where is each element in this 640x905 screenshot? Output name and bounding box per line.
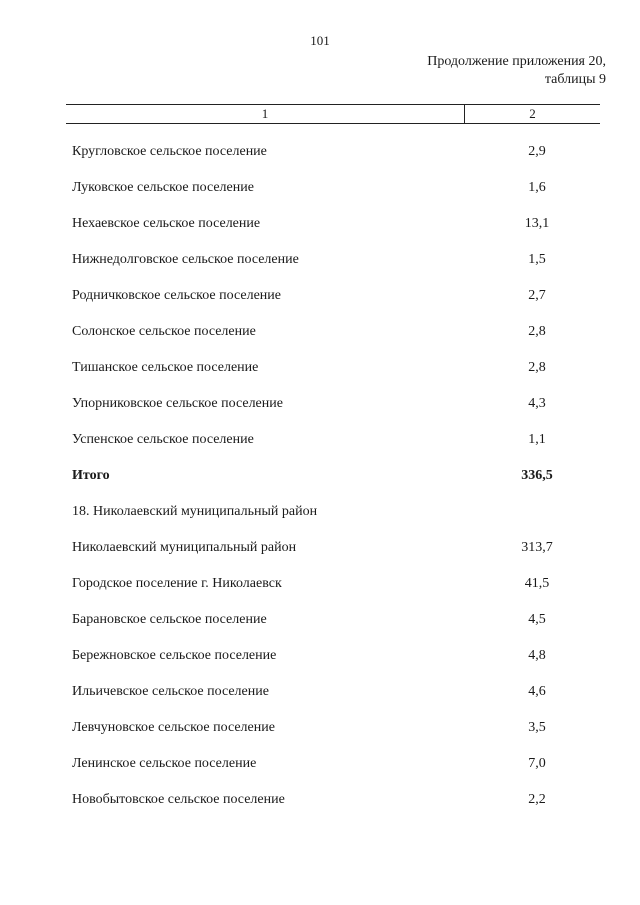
appendix-note-line-1: Продолжение приложения 20, [427, 54, 606, 69]
column-header-1: 1 [66, 105, 465, 123]
row-value: 1,1 [528, 432, 546, 447]
row-value: 4,3 [528, 396, 546, 411]
table-row [72, 602, 582, 638]
total-label: Итого [72, 468, 110, 483]
table-row [72, 638, 582, 674]
table-body [72, 134, 582, 818]
row-value: 2,9 [528, 144, 546, 159]
row-value: 41,5 [524, 576, 550, 591]
row-value: 4,8 [528, 648, 546, 663]
section-heading-row [72, 494, 582, 530]
row-name: Тишанское сельское поселение [72, 360, 259, 375]
section-heading: 18. Николаевский муниципальный район [72, 504, 318, 519]
table-row [72, 134, 582, 170]
table-row [72, 422, 582, 458]
row-name: Барановское сельское поселение [72, 612, 267, 627]
total-value: 336,5 [521, 468, 553, 483]
row-name: Бережновское сельское поселение [72, 648, 277, 663]
row-name: Упорниковское сельское поселение [72, 396, 283, 411]
row-name: Ильичевское сельское поселение [72, 684, 269, 699]
table-row [72, 242, 582, 278]
column-header-2: 2 [529, 106, 536, 121]
table-row [72, 350, 582, 386]
row-value: 7,0 [528, 756, 546, 771]
table-row [72, 386, 582, 422]
row-name: Луковское сельское поселение [72, 180, 254, 195]
table-row [72, 782, 582, 818]
page-number: 101 [310, 33, 330, 48]
row-value: 2,7 [528, 288, 546, 303]
row-value: 2,8 [528, 360, 546, 375]
row-value: 2,2 [528, 792, 546, 807]
total-row [72, 458, 582, 494]
appendix-note-line-2: таблицы 9 [544, 72, 606, 87]
table-row [72, 206, 582, 242]
table-header [66, 104, 600, 124]
row-name: Солонское сельское поселение [72, 324, 256, 339]
row-name: Нехаевское сельское поселение [72, 216, 261, 231]
row-value: 1,5 [528, 252, 546, 267]
table-row [72, 710, 582, 746]
row-name: Городское поселение г. Николаевск [72, 576, 282, 591]
row-name: Кругловское сельское поселение [72, 144, 267, 159]
row-value: 3,5 [528, 720, 546, 735]
row-value: 4,6 [528, 684, 546, 699]
row-name: Новобытовское сельское поселение [72, 792, 285, 807]
table-row [72, 674, 582, 710]
row-name: Нижнедолговское сельское поселение [72, 252, 299, 267]
row-value: 13,1 [524, 216, 550, 231]
row-name: Левчуновское сельское поселение [72, 720, 275, 735]
table-row [72, 278, 582, 314]
row-value: 2,8 [528, 324, 546, 339]
row-name: Успенское сельское поселение [72, 432, 254, 447]
row-value: 4,5 [528, 612, 546, 627]
row-value: 313,7 [521, 540, 553, 555]
table-row [72, 566, 582, 602]
table-row [72, 746, 582, 782]
table-row [72, 170, 582, 206]
row-name: Родничковское сельское поселение [72, 288, 281, 303]
table-row [72, 314, 582, 350]
row-name: Николаевский муниципальный район [72, 540, 297, 555]
appendix-note [346, 53, 606, 89]
table-row [72, 530, 582, 566]
row-value: 1,6 [528, 180, 546, 195]
row-name: Ленинское сельское поселение [72, 756, 257, 771]
